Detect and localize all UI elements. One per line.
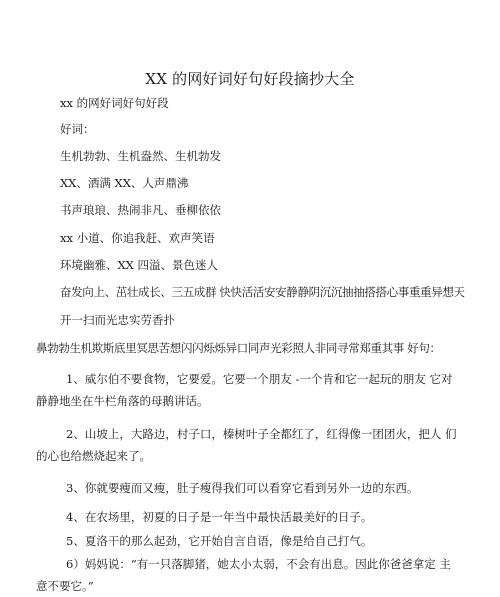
intro-line: xx 的网好词好句好段	[60, 96, 169, 110]
word-line-3: 书声琅琅、热闹非凡、垂柳依依	[60, 203, 221, 217]
sentence-6: 6）妈妈说：“有一只落脚猪，她太小太弱，不会有出息。因此你爸爸拿定 主意不要它。”	[36, 557, 451, 593]
sentence-4: 4、在农场里，初夏的日子是一年当中最快活最美好的日子。	[66, 510, 373, 524]
sentence-3: 3、你就要瘦而又瘦，肚子瘦得我们可以看穿它看到另外一边的东西。	[66, 481, 419, 495]
word-line-4: xx 小道、你追我赶、欢声笑语	[60, 231, 215, 245]
word-line-7: 开一扫而光忠实劳香扑	[60, 313, 175, 327]
document-title: XX 的网好词好句好段摘抄大全	[145, 70, 355, 88]
word-line-1: 生机勃勃、生机盎然、生机勃发	[60, 149, 221, 163]
word-line-6: 奋发向上、茁壮成长、三五成群 快快活活安安静静阴沉沉抽抽搭搭心事重重异想天	[60, 285, 465, 299]
word-line-5: 环境幽雅、XX 四溢、景色迷人	[60, 258, 219, 272]
transition-line: 鼻勃勃生机欺斯底里冥思苦想闪闪烁烁异口同声光彩照人非同寻常郑重其事 好句：	[36, 341, 441, 355]
word-line-2: XX、洒满 XX、人声鼎沸	[60, 176, 189, 190]
sentence-5: 5、夏洛干的那么起劲，它开始自言自语，像是给自己打气。	[66, 534, 373, 548]
words-heading: 好词：	[60, 122, 95, 136]
sentence-2: 2、山坡上，大路边，村子口，榛树叶子全都红了，红得像一团团火，把人 们的心也给燃烧起来了。	[36, 427, 457, 463]
sentence-1: 1、威尔伯不要食物，它要爱。它要一个朋友 -一个肯和它一起玩的朋友 它对静静地坐在牛栏角落的母鹅讲话。	[36, 372, 453, 408]
